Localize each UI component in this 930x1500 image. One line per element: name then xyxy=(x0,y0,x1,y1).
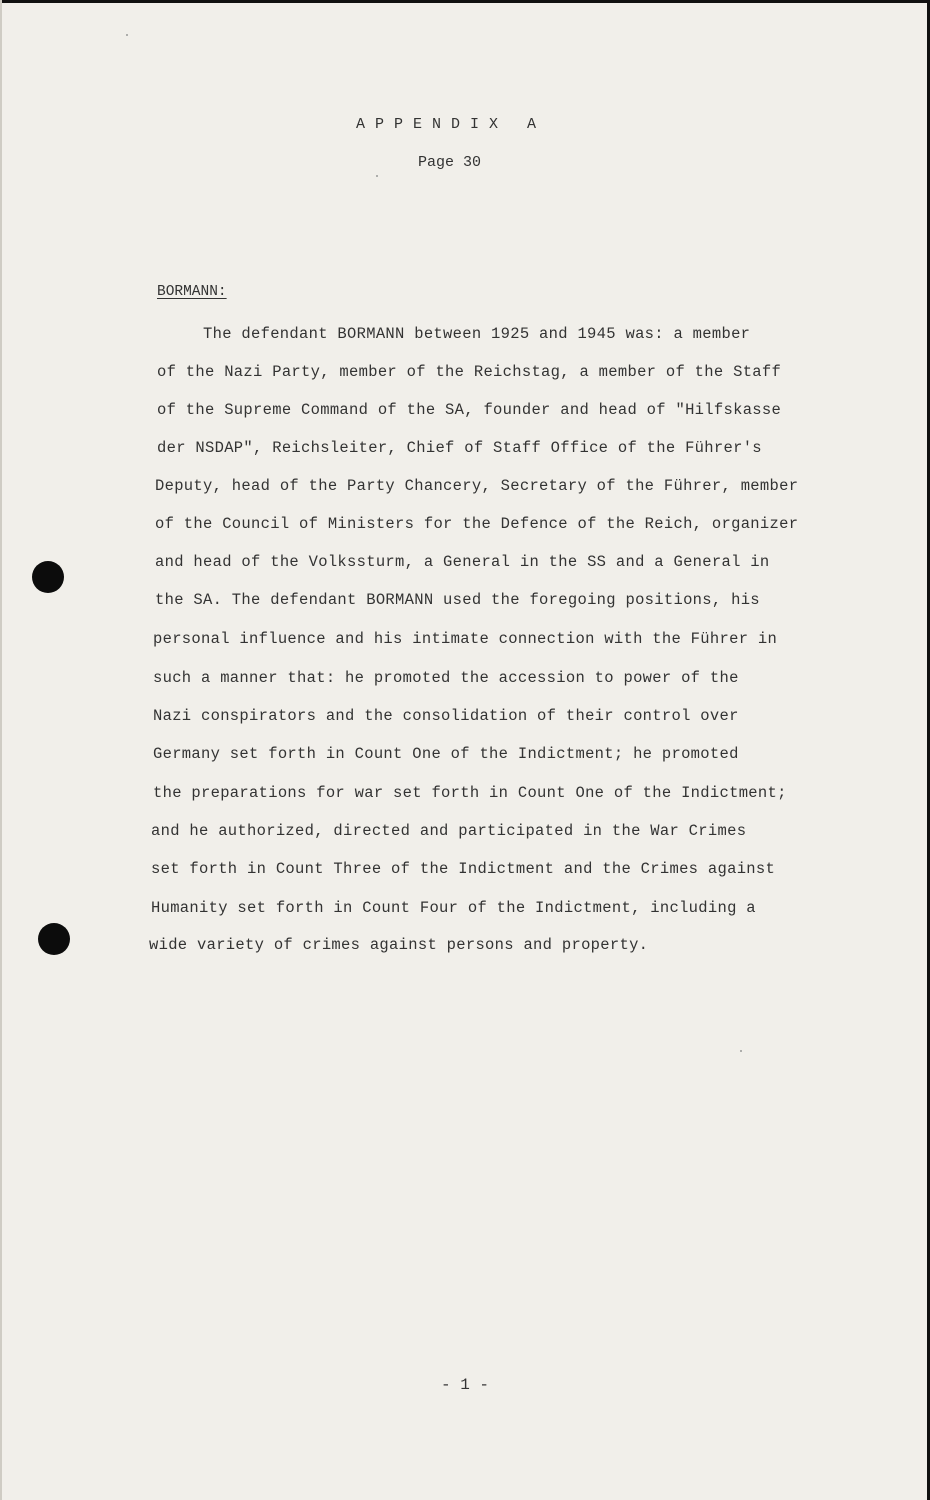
appendix-heading: APPENDIX A xyxy=(356,116,547,133)
scan-edge-left xyxy=(0,0,2,1500)
body-line: the SA. The defendant BORMANN used the foregoing positions, his xyxy=(155,591,760,609)
body-line: personal influence and his intimate connection with the Führer in xyxy=(153,630,778,648)
body-line: Germany set forth in Count One of the Indictment; he promoted xyxy=(153,745,739,763)
body-line: wide variety of crimes against persons and property. xyxy=(149,936,649,954)
body-line: such a manner that: he promoted the accession to power of the xyxy=(153,669,739,687)
body-line: of the Council of Ministers for the Defence of the Reich, organizer xyxy=(155,515,799,533)
body-line: Humanity set forth in Count Four of the Indictment, including a xyxy=(151,899,756,917)
body-line: and he authorized, directed and participated in the War Crimes xyxy=(151,822,747,840)
page-number-label: Page 30 xyxy=(418,154,482,171)
body-line: der NSDAP", Reichsleiter, Chief of Staff Office of the Führer's xyxy=(157,439,762,457)
body-line: The defendant BORMANN between 1925 and 1945 was: a member xyxy=(203,325,751,343)
body-line: set forth in Count Three of the Indictment and the Crimes against xyxy=(151,860,776,878)
body-line: Deputy, head of the Party Chancery, Secretary of the Führer, member xyxy=(155,477,799,495)
punch-hole xyxy=(38,923,70,955)
paper-speck xyxy=(740,1050,742,1052)
paper-speck xyxy=(126,34,128,36)
paper-speck xyxy=(376,175,378,177)
body-line: of the Nazi Party, member of the Reichstag, a member of the Staff xyxy=(157,363,782,381)
body-line: and head of the Volkssturm, a General in the SS and a General in xyxy=(155,553,770,571)
body-line: of the Supreme Command of the SA, founder and head of "Hilfskasse xyxy=(157,401,782,419)
footer-page-number: - 1 - xyxy=(441,1376,490,1394)
section-title: BORMANN: xyxy=(157,284,227,300)
body-line: Nazi conspirators and the consolidation of their control over xyxy=(153,707,739,725)
punch-hole xyxy=(32,561,64,593)
scan-edge-top xyxy=(0,0,930,3)
body-line: the preparations for war set forth in Count One of the Indictment; xyxy=(153,784,787,802)
